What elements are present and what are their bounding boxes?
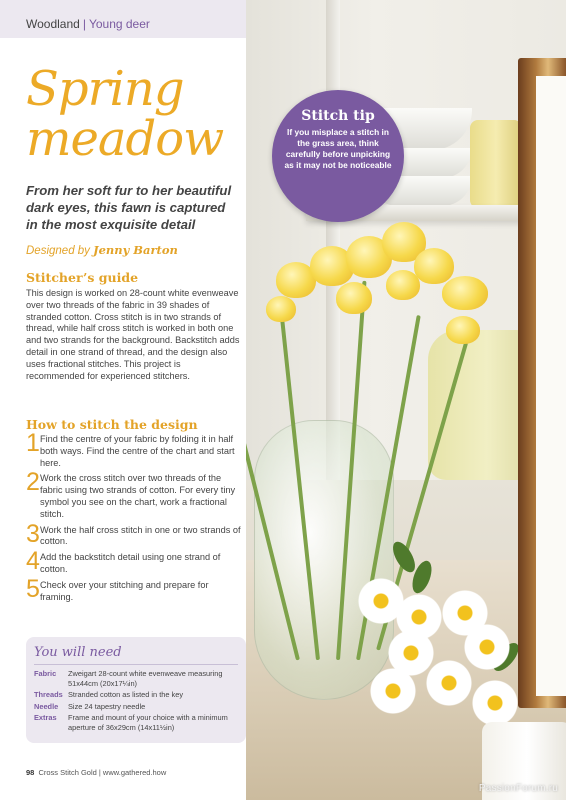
need-value: Stranded cotton as listed in the key [68, 690, 184, 699]
step-text: Add the backstitch detail using one strand of cotton. [40, 552, 221, 574]
stitch-tip-body: If you misplace a stitch in the grass area, think carefully before unpicking as it may not be noticeable [284, 127, 392, 170]
step-3 [26, 519, 242, 549]
subsection-name: Young deer [88, 17, 150, 31]
title-line-1: Spring [26, 61, 184, 117]
breadcrumb [26, 17, 150, 31]
page-title [26, 61, 246, 167]
white-daisy [464, 624, 510, 670]
yellow-freesia [266, 296, 296, 322]
page-footer [26, 768, 166, 777]
need-row-needle [34, 702, 238, 712]
step-text: Work the half cross stitch in one or two strands of cotton. [40, 524, 241, 547]
section-name: Woodland [26, 17, 80, 31]
you-will-need-heading: You will need [34, 645, 238, 665]
yellow-freesia [336, 282, 372, 314]
step-1 [26, 429, 242, 469]
yellow-freesia [386, 270, 420, 300]
steps-list [26, 429, 242, 607]
step-2 [26, 468, 242, 520]
stitch-tip-heading: Stitch tip [301, 108, 375, 124]
byline [26, 243, 178, 257]
need-value: Zweigart 28-count white evenweave measuring 51x44cm (20x17¼in) [68, 669, 223, 688]
need-key: Extras [34, 713, 57, 722]
picture-frame-mount [536, 76, 566, 696]
title-line-2: meadow [26, 111, 224, 167]
how-to-heading: How to stitch the design [26, 417, 198, 432]
step-number: 4 [26, 547, 40, 576]
yellow-freesia [414, 248, 454, 284]
intro-standfirst: From her soft fur to her beautiful dark eyes, this fawn is captured in the most exquisite detail [26, 183, 232, 232]
designer-name: Jenny Barton [93, 243, 178, 257]
step-text: Check over your stitching and prepare for framing. [40, 579, 209, 602]
white-daisy [426, 660, 472, 706]
white-daisy [472, 680, 518, 726]
separator: | [82, 17, 86, 31]
step-4 [26, 547, 242, 576]
step-5 [26, 574, 242, 604]
section-header [0, 0, 246, 38]
need-key: Fabric [34, 669, 57, 678]
yellow-freesia [446, 316, 480, 344]
step-number: 5 [26, 574, 40, 603]
footer-text: Cross Stitch Gold | www.gathered.how [38, 768, 167, 777]
you-will-need-panel [26, 637, 246, 743]
page-number: 98 [26, 768, 35, 777]
stitchers-guide-heading: Stitcher’s guide [26, 270, 139, 285]
step-text: Find the centre of your fabric by folding it in half both ways. Find the centre of the chart and start here. [40, 434, 235, 468]
need-row-fabric [34, 669, 238, 688]
need-value: Frame and mount of your choice with a minimum aperture of 36x29cm (14x11½in) [68, 713, 228, 732]
need-value: Size 24 tapestry needle [68, 701, 146, 711]
yellow-mug [470, 120, 522, 208]
yellow-freesia [442, 276, 488, 310]
step-text: Work the cross stitch over two threads of the fabric using two strands of cotton. For every tiny symbol you see on the chart, work a fractional stitch. [40, 473, 236, 519]
step-number: 1 [26, 429, 40, 457]
stitchers-guide-body: This design is worked on 28-count white evenweave over two threads of the fabric in 39 shades of stranded cotton. Cross stitch is in two strands of thread, while half cross stitch is worked in both one and two strands for the background. Backstitch adds detail in one strand of thread, and the design also uses fractional stitches. This project is recommended for experienced stitchers. [26, 288, 240, 381]
step-number: 2 [26, 468, 40, 497]
stitch-tip-badge [272, 90, 404, 222]
need-key: Needle [34, 701, 59, 711]
watermark: PassionForum.ru [478, 783, 558, 794]
need-row-threads [34, 690, 238, 700]
need-key: Threads [34, 690, 63, 699]
step-number: 3 [26, 519, 40, 548]
need-row-extras [34, 713, 238, 732]
byline-prefix: Designed by [26, 245, 90, 257]
shelf-side [326, 0, 340, 480]
white-daisy [370, 668, 416, 714]
